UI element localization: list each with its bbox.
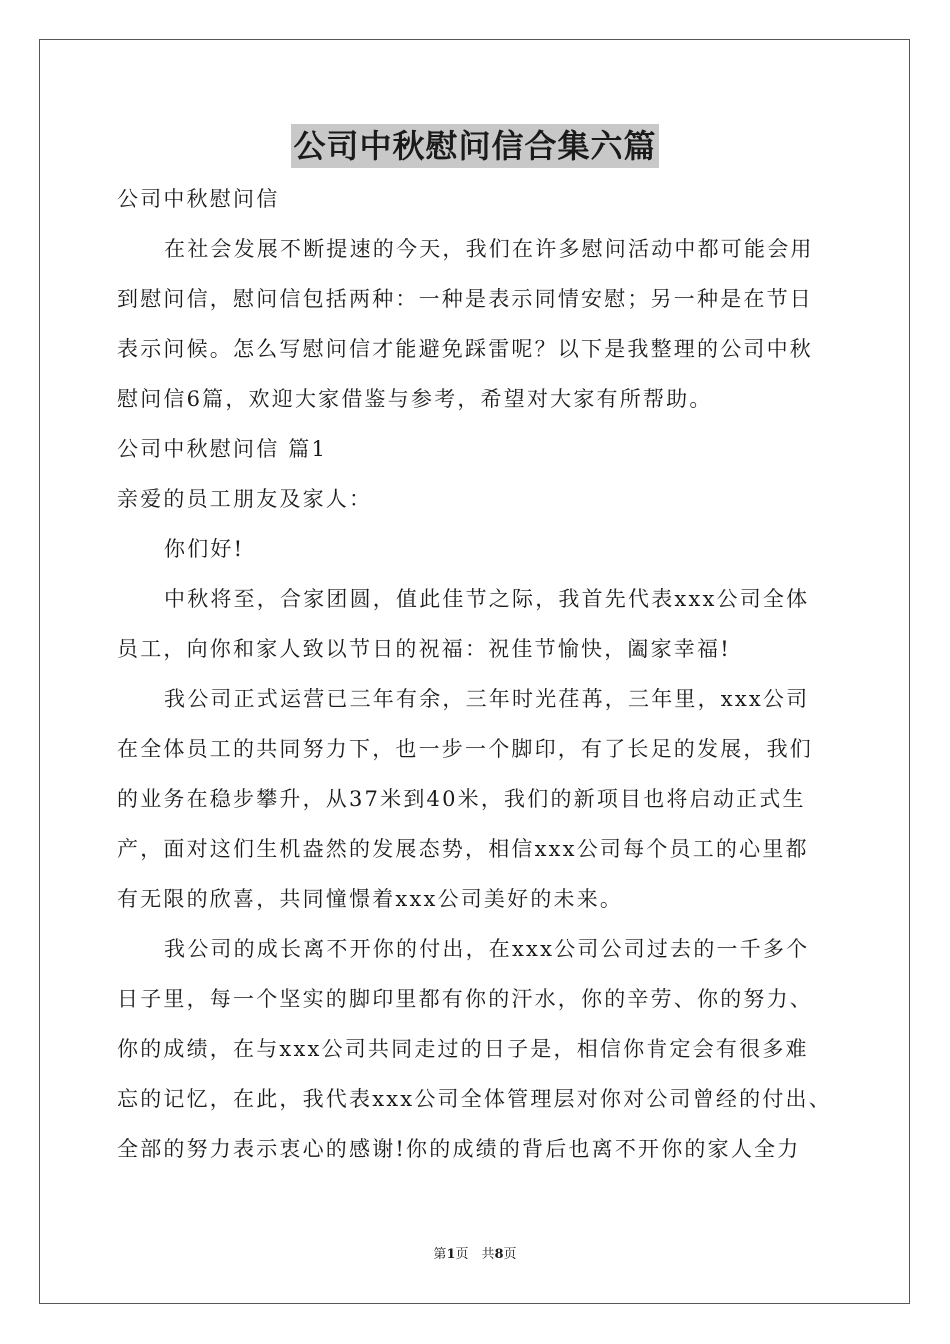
section-heading: 公司中秋慰问信	[117, 187, 280, 211]
paragraph-line: 在社会发展不断提速的今天，我们在许多慰问活动中都可能会用	[164, 237, 814, 261]
paragraph-line: 日子里，每一个坚实的脚印里都有你的汗水，你的辛劳、你的努力、	[117, 987, 813, 1011]
paragraph-line: 你的成绩，在与xxx公司共同走过的日子是，相信你肯定会有很多难	[117, 1037, 809, 1061]
title-container	[0, 124, 950, 168]
page-total: 8	[494, 1247, 504, 1262]
paragraph-line: 产，面对这们生机盎然的发展态势，相信xxx公司每个员工的心里都	[117, 837, 809, 861]
page-border	[39, 39, 910, 1304]
paragraph-line: 慰问信6篇，欢迎大家借鉴与参考，希望对大家有所帮助。	[117, 387, 713, 411]
paragraph-line: 有无限的欣喜，共同憧憬着xxx公司美好的未来。	[117, 887, 624, 911]
page-prefix: 第	[433, 1247, 447, 1262]
greeting: 你们好!	[164, 537, 245, 561]
paragraph-line: 中秋将至，合家团圆，值此佳节之际，我首先代表xxx公司全体	[164, 587, 810, 611]
page-current: 1	[446, 1247, 456, 1262]
paragraph-line: 到慰问信，慰问信包括两种：一种是表示同情安慰；另一种是在节日	[117, 287, 813, 311]
paragraph-line: 的业务在稳步攀升，从37米到40米，我们的新项目也将启动正式生	[117, 787, 806, 811]
page-mid: 页 共	[455, 1247, 495, 1262]
paragraph-line: 在全体员工的共同努力下，也一步一个脚印，有了长足的发展，我们	[117, 737, 813, 761]
paragraph-line: 我公司正式运营已三年有余，三年时光荏苒，三年里，xxx公司	[164, 687, 810, 711]
paragraph-line: 表示问候。怎么写慰问信才能避免踩雷呢？以下是我整理的公司中秋	[117, 337, 813, 361]
document-title: 公司中秋慰问信合集六篇	[291, 124, 658, 168]
paragraph-line: 我公司的成长离不开你的付出，在xxx公司公司过去的一千多个	[164, 937, 810, 961]
section-heading: 公司中秋慰问信 篇1	[117, 437, 328, 461]
page-suffix: 页	[503, 1247, 517, 1262]
page-footer	[0, 1246, 950, 1264]
paragraph-line: 忘的记忆，在此，我代表xxx公司全体管理层对你对公司曾经的付出、	[117, 1087, 832, 1111]
salutation: 亲爱的员工朋友及家人：	[117, 487, 373, 511]
paragraph-line: 全部的努力表示衷心的感谢!你的成绩的背后也离不开你的家人全力	[117, 1137, 801, 1161]
paragraph-line: 员工，向你和家人致以节日的祝福：祝佳节愉快，阖家幸福!	[117, 637, 731, 661]
